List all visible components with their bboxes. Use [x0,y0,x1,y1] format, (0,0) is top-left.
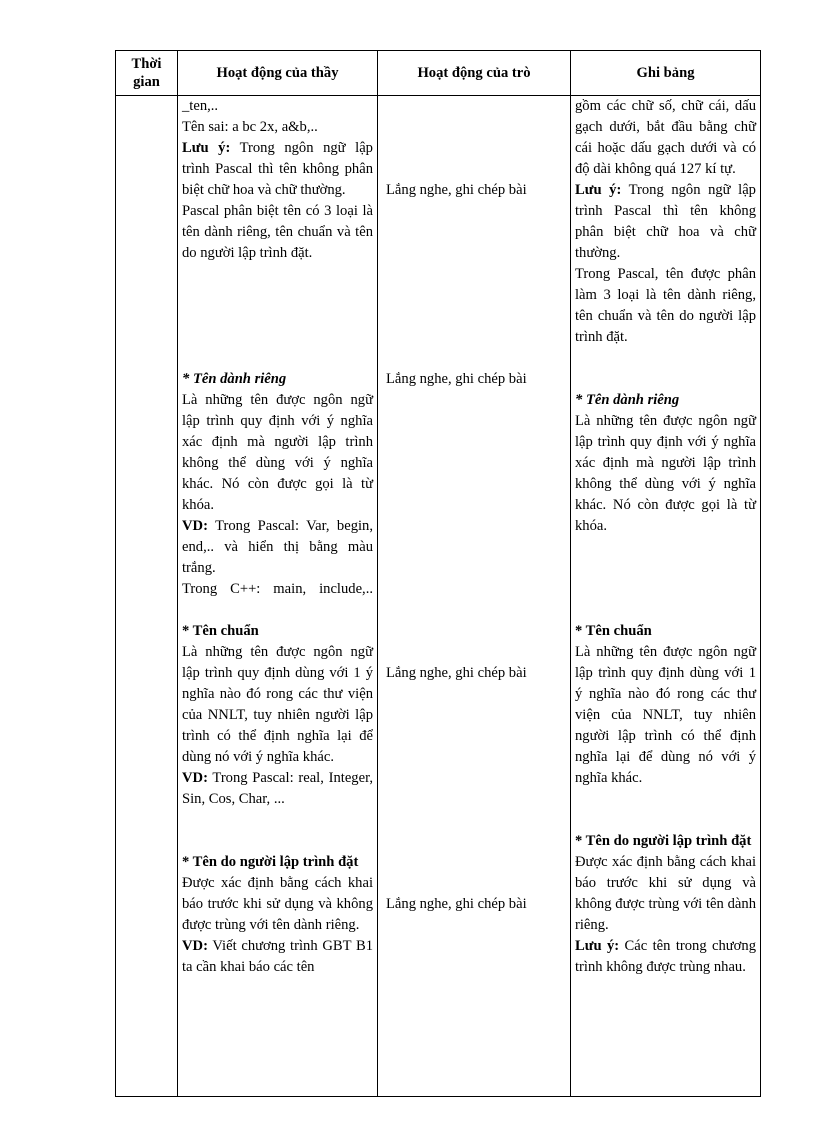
heading-standard-names: * Tên chuẩn [182,623,259,639]
board-block-4 [575,831,756,978]
content-row [116,96,761,1097]
note-label: Lưu ý: [182,140,231,156]
example-label: VD: [182,770,208,786]
header-student: Hoạt động của trò [378,51,571,96]
board-heading-standard: * Tên chuẩn [575,623,652,639]
header-row [116,51,761,96]
board-heading-reserved: * Tên dành riêng [575,392,680,408]
teacher-line: _ten,.. [182,98,219,114]
example-text: Viết chương trình GBT B1 ta cần khai báo các tên [182,938,373,975]
header-board: Ghi bảng [571,51,761,96]
header-time: Thời gian [116,51,178,96]
note-label: Lưu ý: [575,182,622,198]
board-block-1 [575,96,756,348]
note-label: Lưu ý: [575,938,620,954]
student-activity-2: Lắng nghe, ghi chép bài [386,371,527,387]
teacher-pascal-types: Pascal phân biệt tên có 3 loại là tên dành riêng, tên chuẩn và tên do người lập trình đặt. [182,203,373,261]
example-text: Trong Pascal: real, Integer, Sin, Cos, Char, ... [182,770,373,807]
student-activity-3: Lắng nghe, ghi chép bài [386,665,527,681]
teacher-block-2 [182,369,373,600]
board-heading-user: * Tên do người lập trình đặt [575,833,752,849]
board-user-text: Được xác định bằng cách khai báo trước khi sử dụng và không được trùng với tên dành riêng. [575,854,756,933]
teacher-note [182,138,373,201]
student-activity-1: Lắng nghe, ghi chép bài [386,182,527,198]
teacher-cpp-example: Trong C++: main, include,.. [182,581,373,597]
lesson-table [115,50,761,1097]
student-activity-4: Lắng nghe, ghi chép bài [386,896,527,912]
header-teacher: Hoạt động của thầy [178,51,378,96]
board-naming-rule: gồm các chữ số, chữ cái, dấu gạch dưới, bắt đầu bằng chữ cái hoặc dấu gạch dưới và có độ dài không quá 127 kí tự. [575,98,756,177]
time-cell [116,96,178,1097]
example-text: Trong Pascal: Var, begin, end,.. và hiển thị bằng màu trắng. [182,518,373,576]
board-block-2 [575,390,756,537]
board-note-2 [575,936,756,978]
teacher-cell [178,96,378,1097]
student-cell [378,96,571,1097]
heading-reserved-names: * Tên dành riêng [182,371,287,387]
board-pascal-types: Trong Pascal, tên được phân làm 3 loại là tên dành riêng, tên chuẩn và tên do người lập trình đặt. [575,266,756,345]
teacher-reserved-text: Là những tên được ngôn ngữ lập trình quy định với ý nghĩa xác định mà người lập trình không thể dùng với ý nghĩa khác. Nó còn được gọi là từ khóa. [182,392,373,513]
teacher-block-4 [182,852,373,978]
board-note [575,180,756,264]
board-reserved-text: Là những tên được ngôn ngữ lập trình quy định với ý nghĩa xác định mà người lập trình không thể dùng với ý nghĩa khác. Nó còn được gọi là từ khóa. [575,413,756,534]
board-block-3 [575,621,756,789]
teacher-user-example [182,936,373,978]
example-label: VD: [182,938,208,954]
note-text: Các tên trong chương trình không được trùng nhau. [575,938,756,975]
note-text: Trong ngôn ngữ lập trình Pascal thì tên không phân biệt chữ hoa và chữ thường. [182,140,373,198]
heading-user-names: * Tên do người lập trình đặt [182,854,359,870]
teacher-block-1 [182,96,373,264]
teacher-standard-example [182,768,373,810]
example-label: VD: [182,518,208,534]
board-standard-text: Là những tên được ngôn ngữ lập trình quy định dùng với 1 ý nghĩa nào đó rong các thư viện của NNLT, tuy nhiên người lập trình có thể định nghĩa lại để dùng nó với ý nghĩa khác. [575,644,756,786]
note-text: Trong ngôn ngữ lập trình Pascal thì tên không phân biệt chữ hoa và chữ thường. [575,182,756,261]
teacher-standard-text: Là những tên được ngôn ngữ lập trình quy định dùng với 1 ý nghĩa nào đó rong các thư viện của NNLT, tuy nhiên người lập trình có thể định nghĩa lại để dùng nó với ý nghĩa khác. [182,644,373,765]
teacher-wrong-names: Tên sai: a bc 2x, a&b,.. [182,119,318,135]
teacher-block-3 [182,621,373,810]
teacher-reserved-example [182,516,373,579]
board-cell [571,96,761,1097]
teacher-user-text: Được xác định bằng cách khai báo trước khi sử dụng và không được trùng với tên dành riêng. [182,875,373,933]
